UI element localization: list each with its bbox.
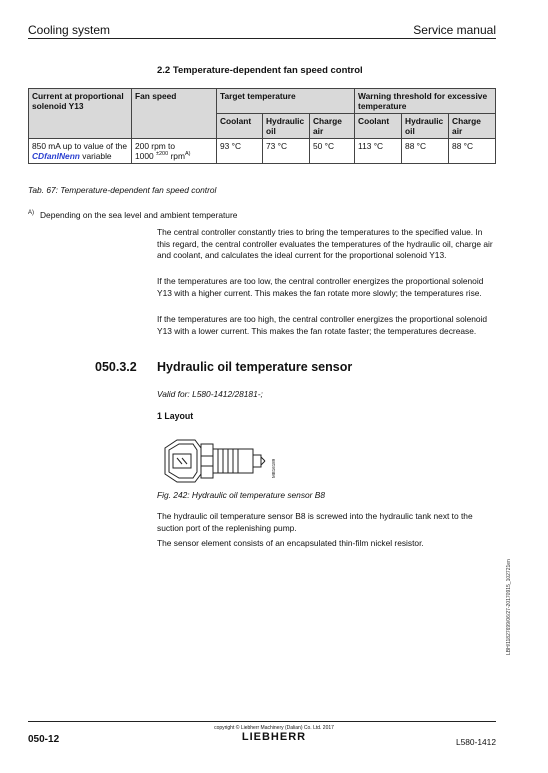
subheader-warn-coolant: Coolant [355, 114, 402, 139]
fan-speed-table [28, 88, 496, 164]
page-number: 050-12 [28, 734, 60, 745]
cell-current-prefix: 850 mA up to value of the [32, 141, 127, 151]
subheader-target-coolant: Coolant [217, 114, 263, 139]
header-divider [28, 38, 496, 39]
variable-link[interactable]: CDfanINenn [32, 151, 80, 161]
fan-speed-footnote-ref: A) [184, 151, 191, 158]
cell-warn-coolant: 113 °C [355, 139, 402, 164]
fan-speed-unit: rpm [170, 151, 185, 161]
subheader-target-hydraulic: Hydraulic oil [263, 114, 310, 139]
layout-heading: 1 Layout [157, 411, 194, 421]
cell-fan-speed [132, 139, 217, 164]
copyright-notice: copyright © Liebherr Machinery (Dalian) Co. Ltd. 2017 [214, 725, 334, 731]
footer-divider [28, 721, 496, 722]
validity-note: Valid for: L580-1412/28181-; [157, 389, 263, 399]
paragraph-sensor-location: The hydraulic oil temperature sensor B8 is screwed into the hydraulic tank next to the suction port of the replenishing pump. [157, 511, 473, 533]
paragraph-sensor-element: The sensor element consists of an encapsulated thin-film nickel resistor. [157, 538, 424, 548]
subheader-warn-hydraulic: Hydraulic oil [402, 114, 449, 139]
header-fan-speed: Fan speed [132, 89, 217, 139]
cell-current [29, 139, 132, 164]
subheader-warn-charge: Charge air [449, 114, 496, 139]
cell-target-charge: 50 °C [310, 139, 355, 164]
fan-speed-min: 200 rpm to [135, 141, 176, 151]
footnote-text: Depending on the sea level and ambient temperature [40, 210, 238, 220]
figure-caption: Fig. 242: Hydraulic oil temperature sensor B8 [157, 490, 326, 500]
model-number: L580-1412 [455, 737, 496, 747]
cell-warn-charge: 88 °C [449, 139, 496, 164]
sensor-illustration [155, 436, 275, 491]
paragraph-high-temperature: If the temperatures are too high, the central controller energizes the proportional solenoid Y13 with a lower current. This makes the fan rotate faster; the temperatures decrease. [157, 314, 488, 336]
footnote [28, 210, 237, 220]
cell-target-coolant: 93 °C [217, 139, 263, 164]
temperature-sensor-drawing [155, 436, 275, 486]
footnote-marker: A) [28, 210, 34, 217]
image-code: MB16189 [271, 458, 276, 478]
header-target-temperature: Target temperature [217, 89, 355, 114]
table-row [29, 139, 496, 164]
cell-target-hydraulic: 73 °C [263, 139, 310, 164]
cell-warn-hydraulic: 88 °C [402, 139, 449, 164]
section-title: 2.2 Temperature-dependent fan speed control [157, 65, 363, 76]
header-warning-threshold: Warning threshold for excessive temperature [355, 89, 496, 114]
heading-number: 050.3.2 [95, 360, 137, 374]
document-reference-code: LBH/11827699/06/27-20170915_102721en [506, 559, 512, 655]
heading-title: Hydraulic oil temperature sensor [157, 360, 353, 374]
header-chapter: Cooling system [28, 23, 111, 37]
header-doc-type: Service manual [413, 23, 496, 37]
table-caption: Tab. 67: Temperature-dependent fan speed control [28, 185, 217, 195]
subheader-target-charge: Charge air [310, 114, 355, 139]
paragraph-low-temperature: If the temperatures are too low, the central controller energizes the proportional solenoid Y13 with a higher current. This makes the fan rotate more slowly; the temperatures rise. [157, 276, 484, 298]
fan-speed-max: 1000 [135, 151, 154, 161]
header-current: Current at proportional solenoid Y13 [29, 89, 132, 139]
paragraph-control-intro: The central controller constantly tries to bring the temperatures to the specified value. In this regard, the central controller evaluates the temperatures of the hydraulic oil, charge air and coolant, and calculates the ideal current for the proportional solenoid Y13. [157, 227, 493, 260]
cell-current-suffix: variable [79, 151, 112, 161]
fan-speed-tolerance: ±200 [155, 151, 169, 158]
brand-logo: LIEBHERR [241, 731, 307, 743]
